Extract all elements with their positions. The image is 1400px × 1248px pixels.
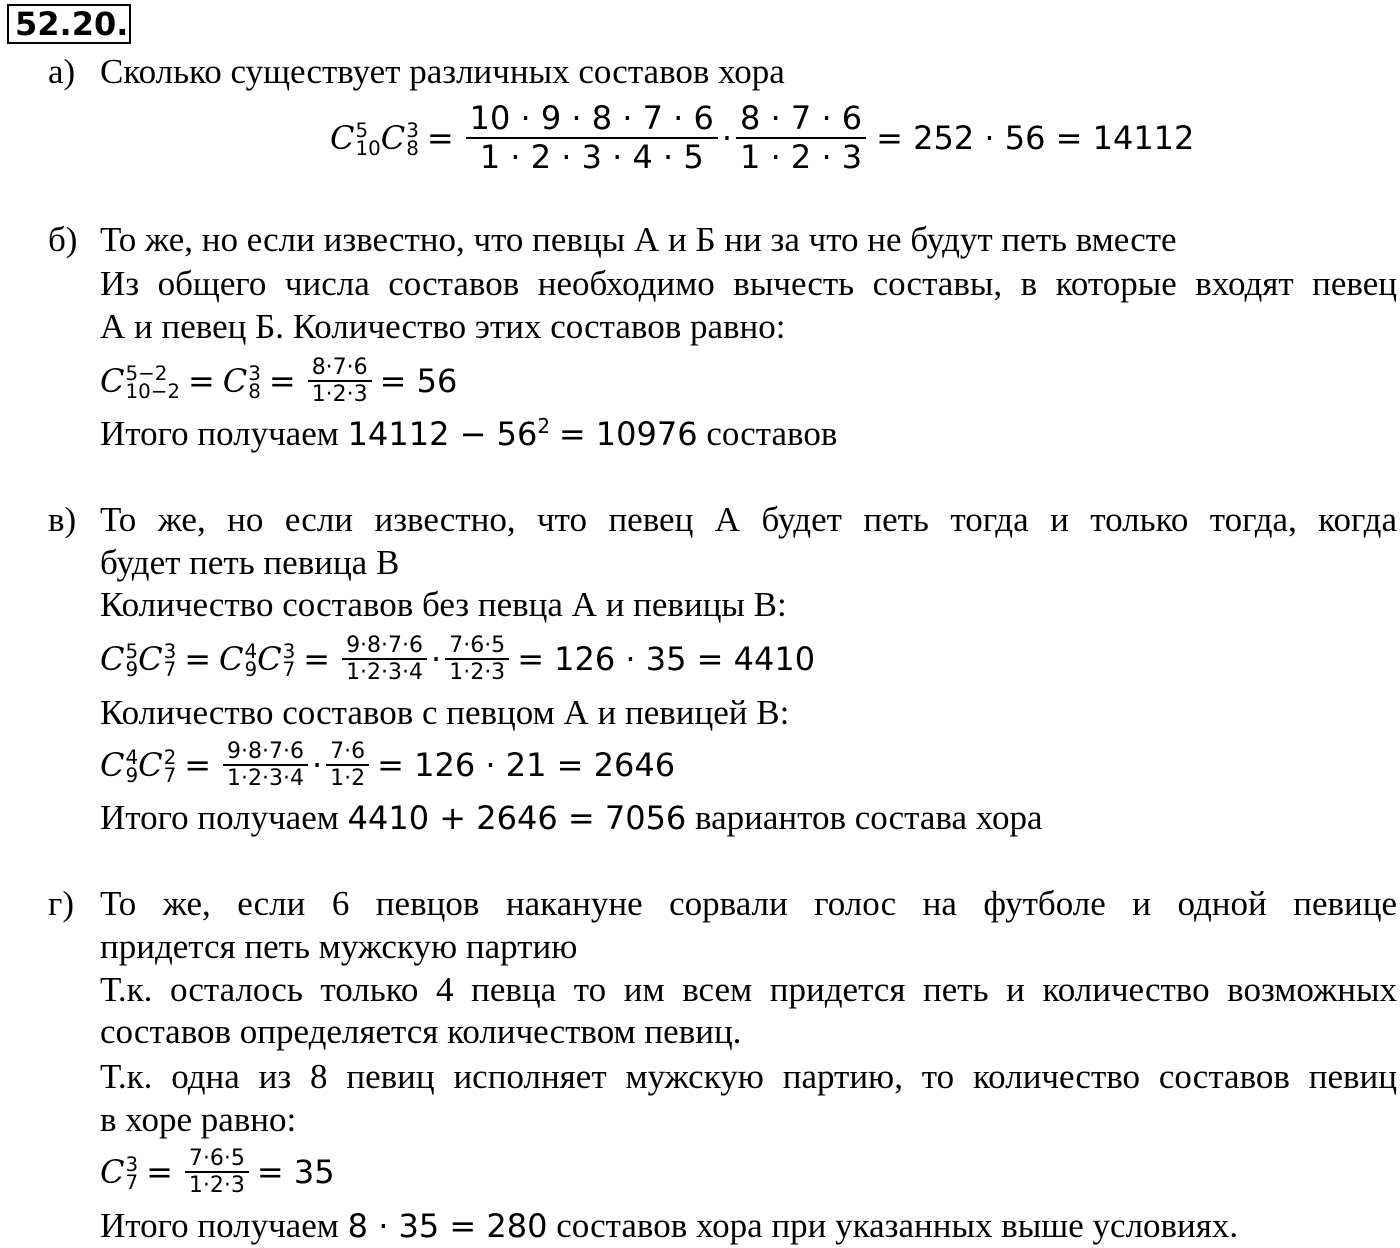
part-b-question: То же, но если известно, что певцы А и Б ни за что не будут петь вместе: [100, 220, 1177, 259]
part-b-formula: C 5−2 10−2 = C 3 8 = $\frac{8\cdot 7\cdot 6}{1\cdot 2\cdot 3}$ = 56: [100, 354, 458, 407]
part-v-text-2: Количество составов с певцом А и певицей В:: [100, 693, 790, 732]
part-a-question: Сколько существует различных составов хора: [100, 52, 785, 91]
part-g-text-2: составов определяется количеством певиц.: [100, 1012, 742, 1051]
part-v-formula-2: C 4 9 C 2 7 = $\frac{9\cdot 8\cdot 7\cdot 6}{1\cdot 2\cdot 3\cdot 4}$ · $\frac{7\cdot 6}{1\cdot 2}$ = 126 · 21 = 2646: [100, 738, 676, 791]
part-g-question-1: То же, если 6 певцов накануне сорвали голос на футболе и одной певице: [100, 884, 1397, 923]
part-a-formula: C 5 10 C 3 8 = $\frac{10 \cdot 9 \cdot 8 \cdot 7 \cdot 6}{1 \cdot 2 \cdot 3 \cdot 4 \cdot 5}$ · $\frac{8 \cdot 7 \cdot 6}{1 \cdot 2 \cdot 3}$ = 252 · 56 = 14112: [330, 99, 1195, 176]
part-g-text-3: Т.к. одна из 8 певиц исполняет мужскую партию, то количество составов певиц: [100, 1057, 1397, 1096]
part-g-total: Итого получаем 8 · 35 = 280 составов хора при указанных выше условиях.: [100, 1206, 1239, 1245]
part-v-letter: в): [48, 500, 77, 539]
part-v-question-1: То же, но если известно, что певец А будет петь тогда и только тогда, когда: [100, 500, 1397, 539]
part-g-text-4: в хоре равно:: [100, 1100, 297, 1139]
part-g-formula: C 3 7 = $\frac{7\cdot 6\cdot 5}{1\cdot 2\cdot 3}$ = 35: [100, 1145, 335, 1198]
part-v-question-2: будет петь певица В: [100, 543, 400, 582]
problem-number: 52.20.: [7, 4, 131, 44]
part-g-text-1: Т.к. осталось только 4 певца то им всем придется петь и количество возможных: [100, 970, 1397, 1009]
part-v-text-1: Количество составов без певца А и певицы В:: [100, 585, 787, 624]
part-g-letter: г): [48, 884, 75, 923]
part-g-question-2: придется петь мужскую партию: [100, 927, 578, 966]
part-b-text-1: Из общего числа составов необходимо вычесть составы, в которые входят певец: [100, 264, 1397, 303]
part-b-letter: б): [48, 220, 78, 259]
part-b-total: Итого получаем $14112 - 56^2 = 10976$ составов: [100, 414, 838, 453]
part-a-letter: а): [48, 52, 76, 91]
part-v-total: Итого получаем 4410 + 2646 = 7056 вариантов состава хора: [100, 798, 1043, 837]
part-v-formula-1: C 5 9 C 3 7 = C 4 9 C 3 7 = $\frac{9\cdot 8\cdot 7\cdot 6}{1\cdot 2\cdot 3\cdot 4}$ · $\frac{7\cdot 6\cdot 5}{1\cdot 2\cdot 3}$ = 126 · 35 = 4410: [100, 632, 816, 685]
part-b-text-2: А и певец Б. Количество этих составов равно:: [100, 307, 786, 346]
